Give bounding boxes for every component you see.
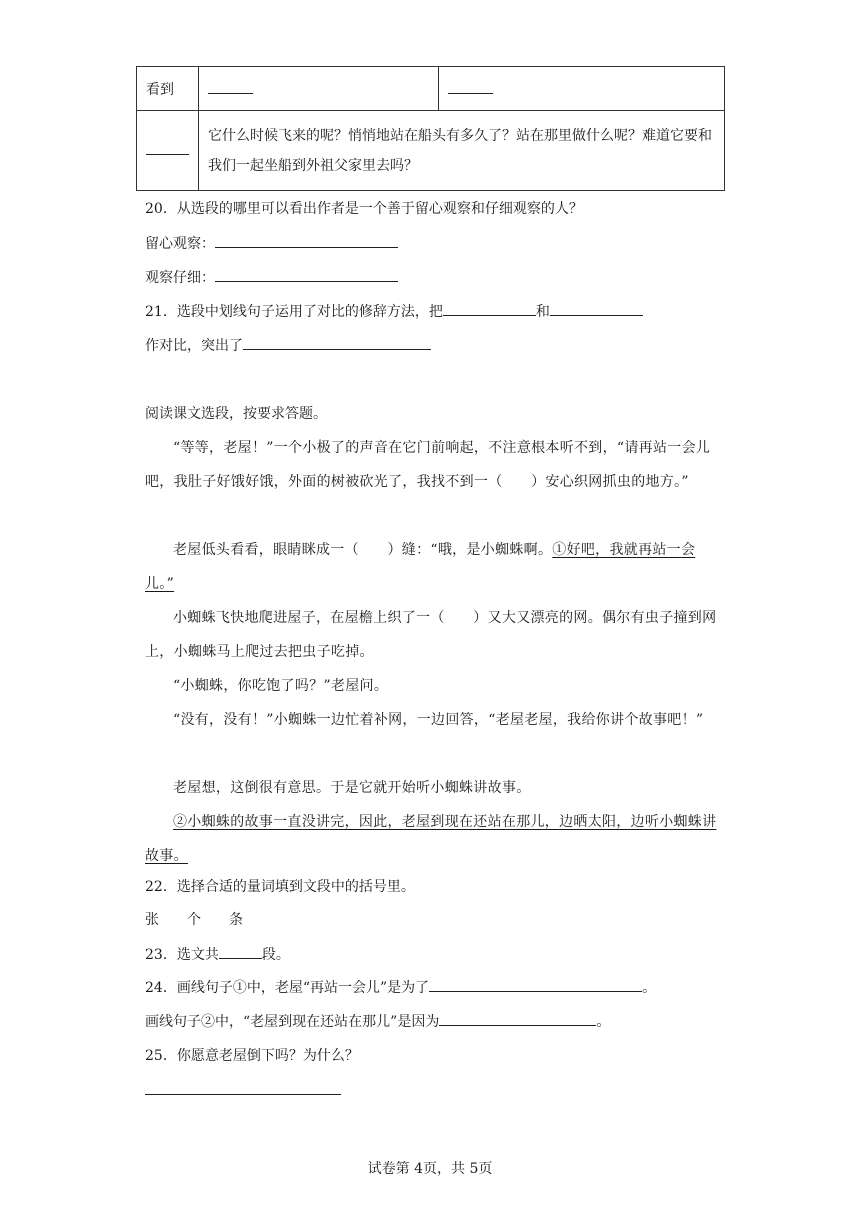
- passage-paragraph-7: [145, 805, 720, 873]
- q25-answer-line: [145, 1080, 341, 1099]
- passage-paragraph-6: 老屋想，这倒很有意思。于是它就开始听小蜘蛛讲故事。: [173, 780, 531, 796]
- answer-blank[interactable]: [215, 267, 398, 282]
- table-cell-text: 它什么时候飞来的呢？悄悄地站在船头有多久了？站在那里做什么呢？难道它要和我们一起坐船到外祖父家里去吗？: [199, 111, 725, 191]
- q23-text-2: 段。: [261, 947, 290, 963]
- question-21-cont: [145, 335, 431, 355]
- answer-blank[interactable]: [145, 1080, 341, 1095]
- option-word: 条: [229, 912, 243, 928]
- q24-text-1: 24．画线句子①中，老屋“再站一会儿”是为了: [145, 980, 430, 996]
- q24-text-2: 。: [642, 980, 657, 996]
- q21-text-2: 和: [535, 304, 550, 320]
- question-23: [145, 944, 290, 964]
- answer-blank[interactable]: [243, 335, 431, 350]
- q24-text-3: 画线句子②中，“老屋到现在还站在那儿”是因为: [145, 1014, 440, 1030]
- q23-text-1: 23．选文共: [145, 947, 219, 963]
- answer-blank[interactable]: [443, 301, 536, 316]
- passage-paragraph-3: 小蜘蛛飞快地爬进屋子，在屋檐上织了一（ ）又大又漂亮的网。偶尔有虫子撞到网上，小蜘蛛马上爬过去把虫子吃掉。: [145, 610, 717, 660]
- table-cell-blank[interactable]: [137, 111, 199, 191]
- table-cell-blank[interactable]: [199, 67, 439, 111]
- answer-blank[interactable]: [429, 977, 642, 992]
- answer-table: [136, 66, 725, 191]
- underlined-sentence-1: ①好吧，我就再站一会儿。”: [145, 542, 696, 592]
- answer-blank[interactable]: [439, 1011, 596, 1026]
- answer-blank[interactable]: [219, 944, 262, 959]
- answer-blank[interactable]: [215, 233, 398, 248]
- question-24-cont: [145, 1011, 610, 1031]
- q21-text-3: 作对比，突出了: [145, 338, 243, 354]
- passage-p2-text: 老屋低头看看，眼睛眯成一（ ）缝：“哦，是小蜘蛛啊。: [173, 542, 553, 558]
- table-row: [137, 67, 725, 111]
- q20-line1: [145, 233, 398, 253]
- q20-line2-label: 观察仔细：: [145, 270, 215, 286]
- underlined-sentence-2: ②小蜘蛛的故事一直没讲完，因此，老屋到现在还站在那儿，边晒太阳，边听小蜘蛛讲故事。: [145, 814, 717, 864]
- q20-line1-label: 留心观察：: [145, 236, 215, 252]
- table-cell-label: 看到: [137, 67, 199, 111]
- q24-text-4: 。: [596, 1014, 611, 1030]
- q21-text-1: 21．选段中划线句子运用了对比的修辞方法，把: [145, 304, 443, 320]
- answer-blank[interactable]: [448, 79, 493, 94]
- reading-instruction: 阅读课文选段，按要求答题。: [145, 406, 327, 422]
- answer-blank[interactable]: [146, 140, 189, 155]
- passage-paragraph-1: “等等，老屋！”一个小极了的声音在它门前响起，不注意根本听不到，“请再站一会儿吧，我肚子好饿好饿，外面的树被砍光了，我找不到一（ ）安心织网抓虫的地方。”: [145, 440, 711, 490]
- page-footer: 试卷第 4页，共 5页: [367, 1161, 493, 1177]
- answer-blank[interactable]: [550, 301, 643, 316]
- question-24: [145, 977, 656, 997]
- option-word: 张: [145, 912, 159, 928]
- table-cell-blank[interactable]: [439, 67, 725, 111]
- table-row: [137, 111, 725, 191]
- question-20: 20．从选段的哪里可以看出作者是一个善于留心观察和仔细观察的人？: [145, 201, 583, 217]
- passage-paragraph-2: [145, 533, 720, 601]
- q22-options: [145, 909, 243, 929]
- q20-line2: [145, 267, 398, 287]
- question-21: [145, 301, 643, 321]
- answer-blank[interactable]: [208, 79, 253, 94]
- question-22: 22．选择合适的量词填到文段中的括号里。: [145, 879, 415, 895]
- passage-paragraph-5: “没有，没有！”小蜘蛛一边忙着补网，一边回答，“老屋老屋，我给你讲个故事吧！”: [173, 712, 704, 728]
- option-word: 个: [187, 912, 201, 928]
- passage-paragraph-4: “小蜘蛛，你吃饱了吗？”老屋问。: [173, 678, 389, 694]
- question-25: 25．你愿意老屋倒下吗？为什么？: [145, 1048, 359, 1064]
